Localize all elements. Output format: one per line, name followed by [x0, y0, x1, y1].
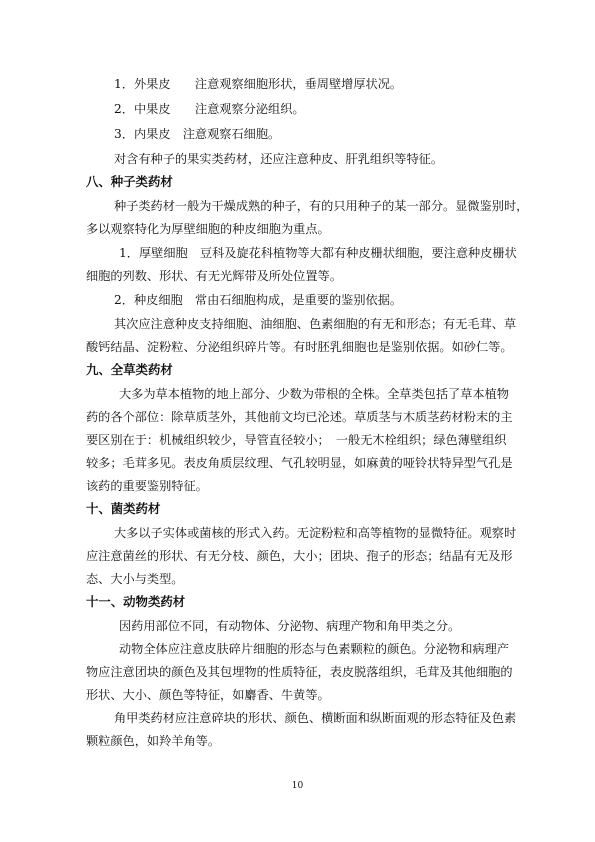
- paragraph-line: 酸钙结晶、淀粉粒、分泌组织碎片等。有时胚乳细胞也是鉴别依据。如砂仁等。: [86, 340, 513, 354]
- paragraph-line: 要区别在于：机械组织较少，导管直径较小； 一般无木栓组织；绿色薄壁组织: [86, 433, 507, 447]
- paragraph-line: 种子类药材一般为干燥成熟的种子，有的只用种子的某一部分。显微鉴别时，: [114, 199, 529, 213]
- section-heading-fungi: 十、菌类药材: [86, 501, 161, 516]
- paragraph-line: 形状、大小、颜色等特征，如麝香、牛黄等。: [86, 688, 330, 702]
- paragraph-line: 该药的重要鉴别特征。: [86, 479, 208, 493]
- paragraph-line: 动物全体应注意皮肤碎片细胞的形态与色素颗粒的颜色。分泌物和病理产: [119, 642, 509, 656]
- paragraph-line: 其次应注意种皮支持细胞、油细胞、色素细胞的有无和形态；有无毛茸、草: [114, 317, 517, 331]
- paragraph-line: 2．种皮细胞 常由石细胞构成，是重要的鉴别依据。: [114, 293, 403, 307]
- paragraph-line: 多以观察特化为厚壁细胞的种皮细胞为重点。: [86, 222, 330, 236]
- paragraph-line: 因药用部位不同，有动物体、分泌物、病理产物和角甲类之分。: [119, 619, 461, 633]
- fruit-list-item-exocarp: 1．外果皮 注意观察细胞形状，垂周壁增厚状况。: [114, 77, 403, 91]
- paragraph-line: 大多为草本植物的地上部分、少数为带根的全株。全草类包括了草本植物: [119, 387, 509, 401]
- paragraph-line: 颗粒颜色，如羚羊角等。: [86, 734, 221, 748]
- paragraph-line: 应注意菌丝的形状、有无分枝、颜色，大小；团块、孢子的形态；结晶有无及形: [86, 549, 513, 563]
- paragraph-line: 物应注意团块的颜色及其包埋物的性质特征，表皮脱落组织，毛茸及其他细胞的: [86, 665, 513, 679]
- section-heading-animals: 十一、动物类药材: [86, 594, 186, 609]
- fruit-note: 对含有种子的果实类药材，还应注意种皮、肝乳组织等特征。: [114, 152, 444, 166]
- paragraph-line: 态、大小与类型。: [86, 572, 184, 586]
- section-heading-whole-herbs: 九、全草类药材: [86, 362, 173, 377]
- fruit-list-item-mesocarp: 2．中果皮 注意观察分泌组织。: [114, 102, 305, 116]
- paragraph-line: 药的各个部位：除草质茎外，其他前文均已沦述。草质茎与木质茎药材粉末的主: [86, 410, 513, 424]
- paragraph-line: 大多以子实体或菌核的形式入药。无淀粉粒和高等植物的显微特征。观察时: [114, 526, 517, 540]
- section-heading-seeds: 八、种子类药材: [86, 174, 173, 189]
- fruit-list-item-endocarp: 3．内果皮 注意观察石细胞。: [114, 127, 281, 141]
- paragraph-line: 角甲类药材应注意碎块的形状、颜色、横断面和纵断面观的形态特征及色素: [114, 711, 517, 725]
- paragraph-line: 1．厚壁细胞 豆科及旋花科植物等大都有种皮栅状细胞，要注意种皮栅状: [119, 246, 517, 260]
- paragraph-line: 较多；毛茸多见。表皮角质层纹理、气孔较明显，如麻黄的哑铃状特异型气孔是: [86, 456, 513, 470]
- paragraph-line: 细胞的列数、形状、有无光辉带及所处位置等。: [86, 269, 342, 283]
- page-number: 10: [291, 781, 304, 791]
